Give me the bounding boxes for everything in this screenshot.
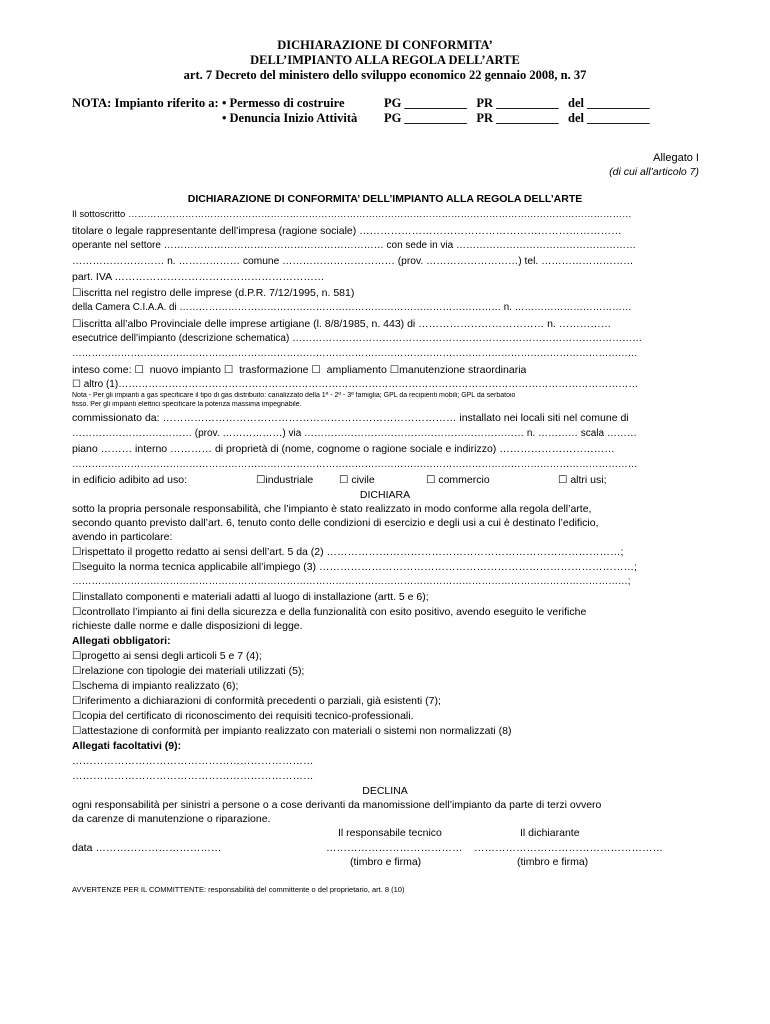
norma-tecnica-checkbox[interactable]: ☐seguito la norma tecnica applicabile all’impiego (3) ………………………………………………………………………………; — [72, 561, 637, 573]
allegato-title: Allegato I — [653, 152, 699, 164]
edificio-uso-label: in edificio adibito ad uso: — [72, 474, 187, 486]
commissionato-line: commissionato da: ………………………………………………………………………… installato nei locali siti nel comune di — [72, 412, 629, 424]
nota-pg-row-2: PG __________ PR __________ del __________ — [384, 111, 650, 125]
allegato-subtitle: (di cui all’articolo 7) — [609, 166, 699, 178]
declina-paragraph-1: ogni responsabilità per sinistri a persone o a cose derivanti da manomissione dell’impianto da parte di terzi ovvero — [72, 799, 602, 811]
dichiara-paragraph-3: avendo in particolare: — [72, 531, 173, 543]
firma-dichiarante-line: ……………………………………………… — [474, 842, 663, 854]
sottoscritto-line: Il sottoscritto …………………………………………………………………………………………………………………………………………… — [72, 209, 632, 220]
dichiara-paragraph-2: secondo quanto previsto dall’art. 6, tenuto conto delle condizioni di esercizio e degli usi a cui è destinato l’edificio, — [72, 517, 599, 529]
uso-altri-checkbox[interactable]: ☐ altri usi; — [558, 474, 607, 486]
note-gas-line-2: fisso. Per gli impianti elettrici specificare la potenza massima impegnabile. — [72, 401, 302, 408]
document-title-line-3: art. 7 Decreto del ministero dello sviluppo economico 22 gennaio 2008, n. 37 — [183, 68, 587, 82]
altro-checkbox[interactable]: ☐ altro (1)………………………………………………………………………………………………………………………………………… — [72, 379, 639, 390]
prov-via-line: ……………………………… (prov. ………………) via ………………………………………………………… n. ………… scala ……… — [72, 428, 637, 439]
form-title: DICHIARAZIONE DI CONFORMITA’ DELL’IMPIANTO ALLA REGOLA DELL’ARTE — [187, 193, 583, 205]
camera-ciaa-line: della Camera C.I.A.A. di ……………………………………………………………………………………… n. ……………………………… — [72, 302, 632, 313]
uso-commercio-checkbox[interactable]: ☐ commercio — [426, 474, 490, 486]
allegati-obbligatori-heading: Allegati obbligatori: — [72, 635, 171, 647]
componenti-checkbox[interactable]: ☐installato componenti e materiali adatti al luogo di installazione (artt. 5 e 6); — [72, 591, 429, 603]
facoltativo-line-2: …………………………………………………………… — [72, 770, 314, 782]
dichiara-paragraph-1: sotto la propria personale responsabilità, che l’impianto è stato realizzato in modo conforme alla regola dell’arte, — [72, 503, 592, 515]
allegato-relazione-checkbox[interactable]: ☐relazione con tipologie dei materiali utilizzati (5); — [72, 665, 305, 677]
settore-line: operante nel settore ………………………………………………………… con sede in via ……………………………………………… — [72, 240, 636, 251]
note-gas-line-1: Nota - Per gli impianti a gas specificare il tipo di gas distribuito: canalizzato della 1ª - 2ª - 3ª famiglia; GPL da recipienti mobili; GPL da serbatoio — [72, 392, 516, 399]
allegato-attestazione-checkbox[interactable]: ☐attestazione di conformità per impianto realizzato con materiali o sistemi non normalizzati (8) — [72, 725, 512, 737]
controllato-continuation: richieste dalle norme e dalle disposizioni di legge. — [72, 620, 303, 632]
partita-iva-line: part. IVA …………………………………………………… — [72, 271, 325, 283]
data-field: data ……………………………… — [72, 842, 222, 854]
declina-paragraph-2: da carenze di manutenzione o riparazione. — [72, 813, 271, 825]
esecutrice-line: esecutrice dell’impianto (descrizione schematica) …………………………………………………………………………………………… — [72, 333, 642, 344]
timbro-firma-dichiarante: (timbro e firma) — [517, 856, 589, 868]
blank-line-2: ………………………………………………………………………………………………………………………………………………………… — [72, 459, 638, 470]
allegato-progetto-checkbox[interactable]: ☐progetto ai sensi degli articoli 5 e 7 (4); — [72, 650, 262, 662]
blank-line-3: ………………………………………………………………………………………………………………………………………………………; — [72, 576, 631, 587]
uso-industriale-checkbox[interactable]: ☐industriale — [256, 474, 314, 486]
dichiara-heading: DICHIARA — [359, 489, 411, 501]
avvertenze-committente: AVVERTENZE PER IL COMMITTENTE: responsabilità del committente o del proprietario, art. 8 (10) — [72, 885, 405, 894]
document-title-line-2: DELL’IMPIANTO ALLA REGOLA DELL’ARTE — [250, 53, 520, 67]
allegato-riferimento-checkbox[interactable]: ☐riferimento a dichiarazioni di conformità precedenti o parziali, già esistenti (7); — [72, 695, 441, 707]
nota-label: NOTA: Impianto riferito a: — [72, 96, 219, 110]
progetto-checkbox[interactable]: ☐rispettato il progetto redatto ai sensi dell’art. 5 da (2) …………………………………………………………………………; — [72, 546, 624, 558]
allegati-facoltativi-heading: Allegati facoltativi (9): — [72, 740, 182, 752]
responsabile-tecnico-label: Il responsabile tecnico — [338, 827, 442, 839]
allegato-schema-checkbox[interactable]: ☐schema di impianto realizzato (6); — [72, 680, 239, 692]
firma-responsabile-line: ………………………………… — [326, 842, 463, 854]
uso-civile-checkbox[interactable]: ☐ civile — [339, 474, 375, 486]
declina-heading: DECLINA — [362, 785, 408, 797]
dichiarante-label: Il dichiarante — [520, 827, 580, 839]
indirizzo-line: ……………………… n. ……………… comune …………………………… (prov. ………………………) tel. ……………………… — [72, 256, 634, 267]
registro-imprese-checkbox[interactable]: ☐iscritta nel registro delle imprese (d.P.R. 7/12/1995, n. 581) — [72, 287, 355, 299]
allegato-certificato-checkbox[interactable]: ☐copia del certificato di riconoscimento dei requisiti tecnico-professionali. — [72, 710, 414, 722]
nota-option-dia: • Denuncia Inizio Attività — [222, 111, 358, 125]
titolare-line: titolare o legale rappresentante dell’impresa (ragione sociale) ………………………………………………………………… — [72, 225, 622, 237]
document-title-line-1: DICHIARAZIONE DI CONFORMITA’ — [277, 38, 493, 52]
piano-line: piano ……… interno ………… di proprietà di (nome, cognome o ragione sociale e indirizzo) …………………………… — [72, 443, 615, 455]
facoltativo-line-1: …………………………………………………………… — [72, 755, 314, 767]
inteso-come-options[interactable]: inteso come: ☐ nuovo impianto ☐ trasformazione ☐ ampliamento ☐manutenzione straordinaria — [72, 364, 527, 376]
timbro-firma-responsabile: (timbro e firma) — [350, 856, 422, 868]
albo-artigiane-checkbox[interactable]: ☐iscritta all’albo Provinciale delle imprese artigiane (l. 8/8/1985, n. 443) di ……………………………… n. …………… — [72, 318, 612, 330]
nota-option-permesso: • Permesso di costruire — [222, 96, 345, 110]
controllato-checkbox[interactable]: ☐controllato l’impianto ai fini della sicurezza e della funzionalità con esito positivo, avendo eseguito le verifiche — [72, 606, 587, 618]
blank-line-1: ………………………………………………………………………………………………………………………………………………………… — [72, 348, 638, 359]
nota-pg-row-1: PG __________ PR __________ del __________ — [384, 96, 650, 110]
